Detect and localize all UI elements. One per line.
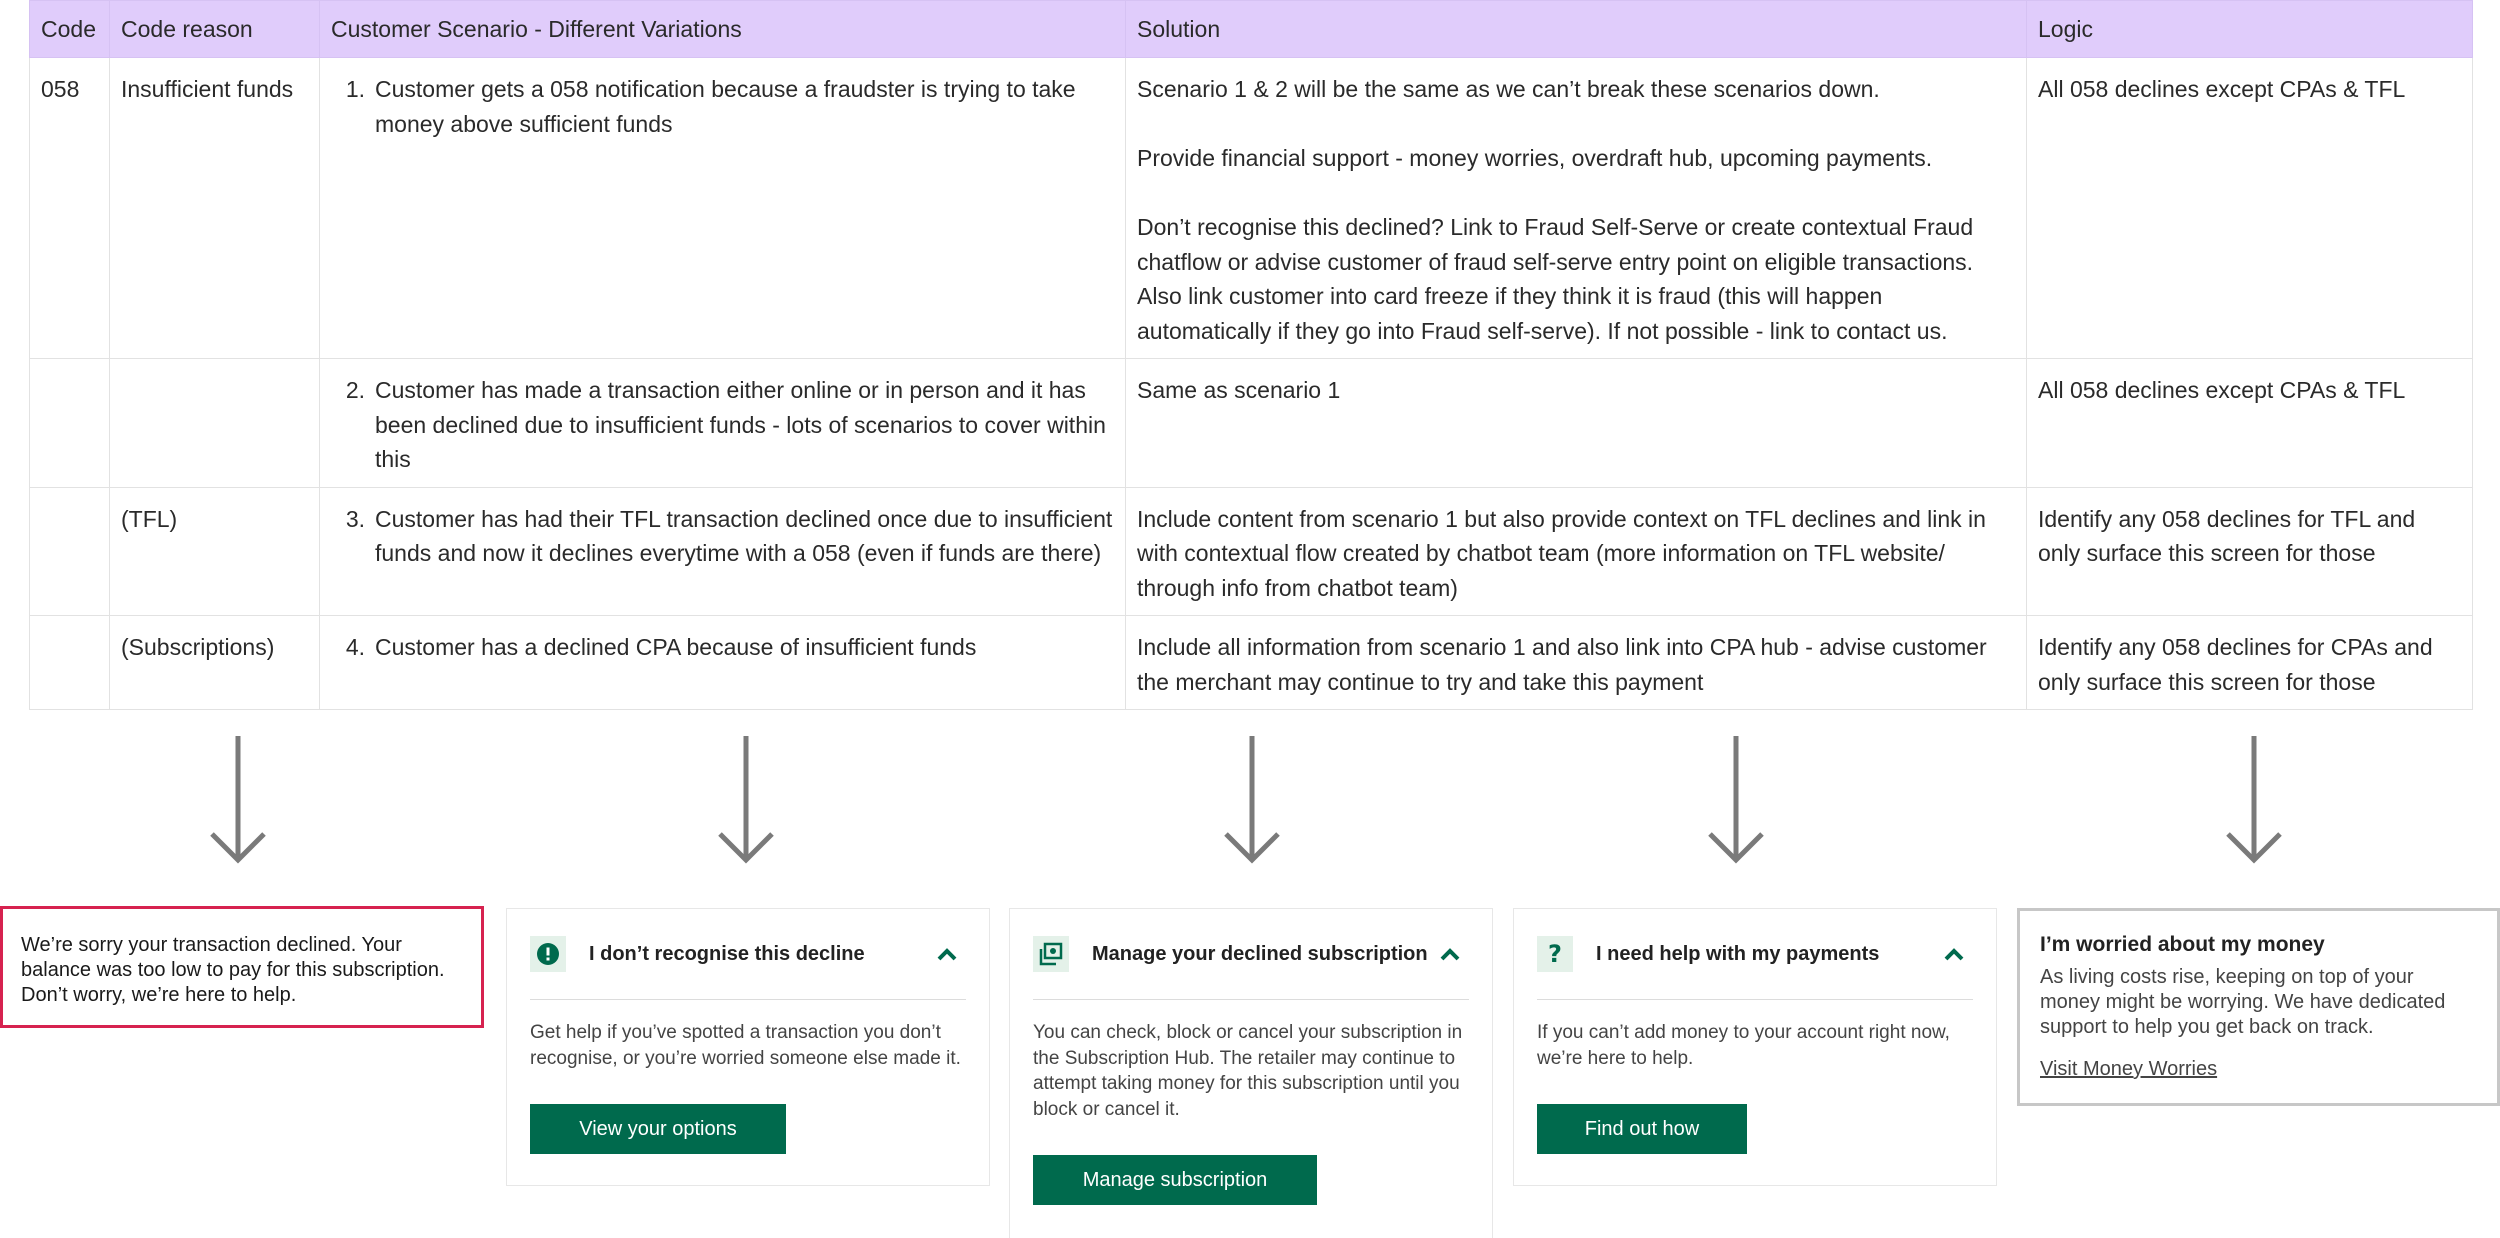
cell-code: 058 [30, 58, 110, 359]
cell-scenario [320, 487, 1126, 616]
table-row [30, 616, 2473, 710]
scenario-number: 4. [345, 634, 365, 660]
subscription-card-body: You can check, block or cancel your subscription in the Subscription Hub. The retailer may continue to attempt taking money for this subscription until you block or cancel it. [1033, 1022, 1463, 1120]
down-arrow-icon [1708, 736, 1764, 866]
visit-money-worries-link[interactable]: Visit Money Worries [2040, 1058, 2218, 1080]
payments-card-body: If you can’t add money to your account right now, we’re here to help. [1537, 1022, 1950, 1069]
cell-reason: Insufficient funds [110, 58, 320, 359]
cell-logic: Identify any 058 declines for TFL and only surface this screen for those [2027, 487, 2473, 616]
cell-code [30, 616, 110, 710]
cell-logic: All 058 declines except CPAs & TFL [2027, 58, 2473, 359]
solution-paragraph: Provide financial support - money worries, overdraft hub, upcoming payments. [1137, 145, 1933, 171]
cell-reason [110, 359, 320, 488]
table-header-row [30, 1, 2473, 58]
money-worries-title: I’m worried about my money [2040, 933, 2325, 956]
decline-message: We’re sorry your transaction declined. Your balance was too low to pay for this subscription. Don’t worry, we’re here to help. [0, 906, 484, 1028]
chevron-up-icon[interactable] [1943, 947, 1965, 961]
payments-card [1513, 908, 1997, 1186]
subscription-icon [1033, 936, 1069, 972]
subscription-card [1009, 908, 1493, 1238]
cell-reason: (Subscriptions) [110, 616, 320, 710]
scenario-text: Customer gets a 058 notification because a fraudster is trying to take money above sufficient funds [375, 76, 1076, 137]
cell-code [30, 359, 110, 488]
subscription-card-header[interactable] [1033, 909, 1469, 1000]
cell-code [30, 487, 110, 616]
payments-card-header[interactable] [1537, 909, 1973, 1000]
table-row [30, 487, 2473, 616]
solution-paragraph: Include all information from scenario 1 and also link into CPA hub - advise customer the merchant may continue to try and take this payment [1137, 634, 1987, 695]
down-arrow-icon [1224, 736, 1280, 866]
fraud-card [506, 908, 990, 1186]
header-code-reason: Code reason [110, 1, 320, 58]
cell-scenario [320, 58, 1126, 359]
cell-logic: All 058 declines except CPAs & TFL [2027, 359, 2473, 488]
scenario-number: 2. [345, 377, 365, 403]
scenario-number: 1. [345, 76, 365, 102]
fraud-card-header[interactable] [530, 909, 966, 1000]
solution-paragraph: Don’t recognise this declined? Link to Fraud Self-Serve or create contextual Fraud chatflow or advise customer of fraud self-serve entry point on eligible transactions. Also link customer into card freeze if they think it is fraud (this will happen automatically if they go into Fraud self-serve). If not possible - link to contact us. [1137, 214, 1974, 344]
question-icon: ? [1537, 936, 1573, 972]
cell-solution [1126, 487, 2027, 616]
cell-logic: Identify any 058 declines for CPAs and only surface this screen for those [2027, 616, 2473, 710]
table-row [30, 359, 2473, 488]
table-row [30, 58, 2473, 359]
find-out-how-button[interactable]: Find out how [1537, 1104, 1747, 1154]
header-solution: Solution [1126, 1, 2027, 58]
down-arrow-icon [210, 736, 266, 866]
scenario-text: Customer has made a transaction either online or in person and it has been declined due to insufficient funds - lots of scenarios to cover within this [375, 377, 1106, 472]
down-arrow-icon [2226, 736, 2282, 866]
cell-reason: (TFL) [110, 487, 320, 616]
fraud-card-body: Get help if you’ve spotted a transaction you don’t recognise, or you’re worried someone else made it. [530, 1022, 961, 1069]
down-arrow-icon [718, 736, 774, 866]
scenario-text: Customer has a declined CPA because of insufficient funds [375, 634, 977, 660]
header-scenario: Customer Scenario - Different Variations [320, 1, 1126, 58]
cell-scenario [320, 359, 1126, 488]
alert-icon [530, 936, 566, 972]
fraud-card-title: I don’t recognise this decline [589, 942, 865, 965]
view-options-button[interactable]: View your options [530, 1104, 786, 1154]
chevron-up-icon[interactable] [1439, 947, 1461, 961]
cell-solution [1126, 58, 2027, 359]
header-code: Code [30, 1, 110, 58]
solution-paragraph: Include content from scenario 1 but also provide context on TFL declines and link in with contextual flow created by chatbot team (more information on TFL website/ through info from chatbot team) [1137, 505, 1986, 601]
scenario-text: Customer has had their TFL transaction declined once due to insufficient funds and now it declines everytime with a 058 (even if funds are there) [375, 505, 1113, 566]
chevron-up-icon[interactable] [936, 947, 958, 961]
scenario-number: 3. [345, 505, 365, 532]
payments-card-title: I need help with my payments [1596, 942, 1880, 965]
money-worries-body: As living costs rise, keeping on top of your money might be worrying. We have dedicated support to help you get back on track. [2040, 966, 2446, 1038]
solution-paragraph: Scenario 1 & 2 will be the same as we can’t break these scenarios down. [1137, 76, 1880, 102]
header-logic: Logic [2027, 1, 2473, 58]
cell-scenario [320, 616, 1126, 710]
decline-scenarios-table [29, 0, 2473, 710]
cell-solution [1126, 359, 2027, 488]
manage-subscription-button[interactable]: Manage subscription [1033, 1155, 1317, 1205]
subscription-card-title: Manage your declined subscription [1092, 942, 1428, 965]
solution-paragraph: Same as scenario 1 [1137, 377, 1341, 403]
cell-solution [1126, 616, 2027, 710]
money-worries-panel [2017, 908, 2500, 1106]
